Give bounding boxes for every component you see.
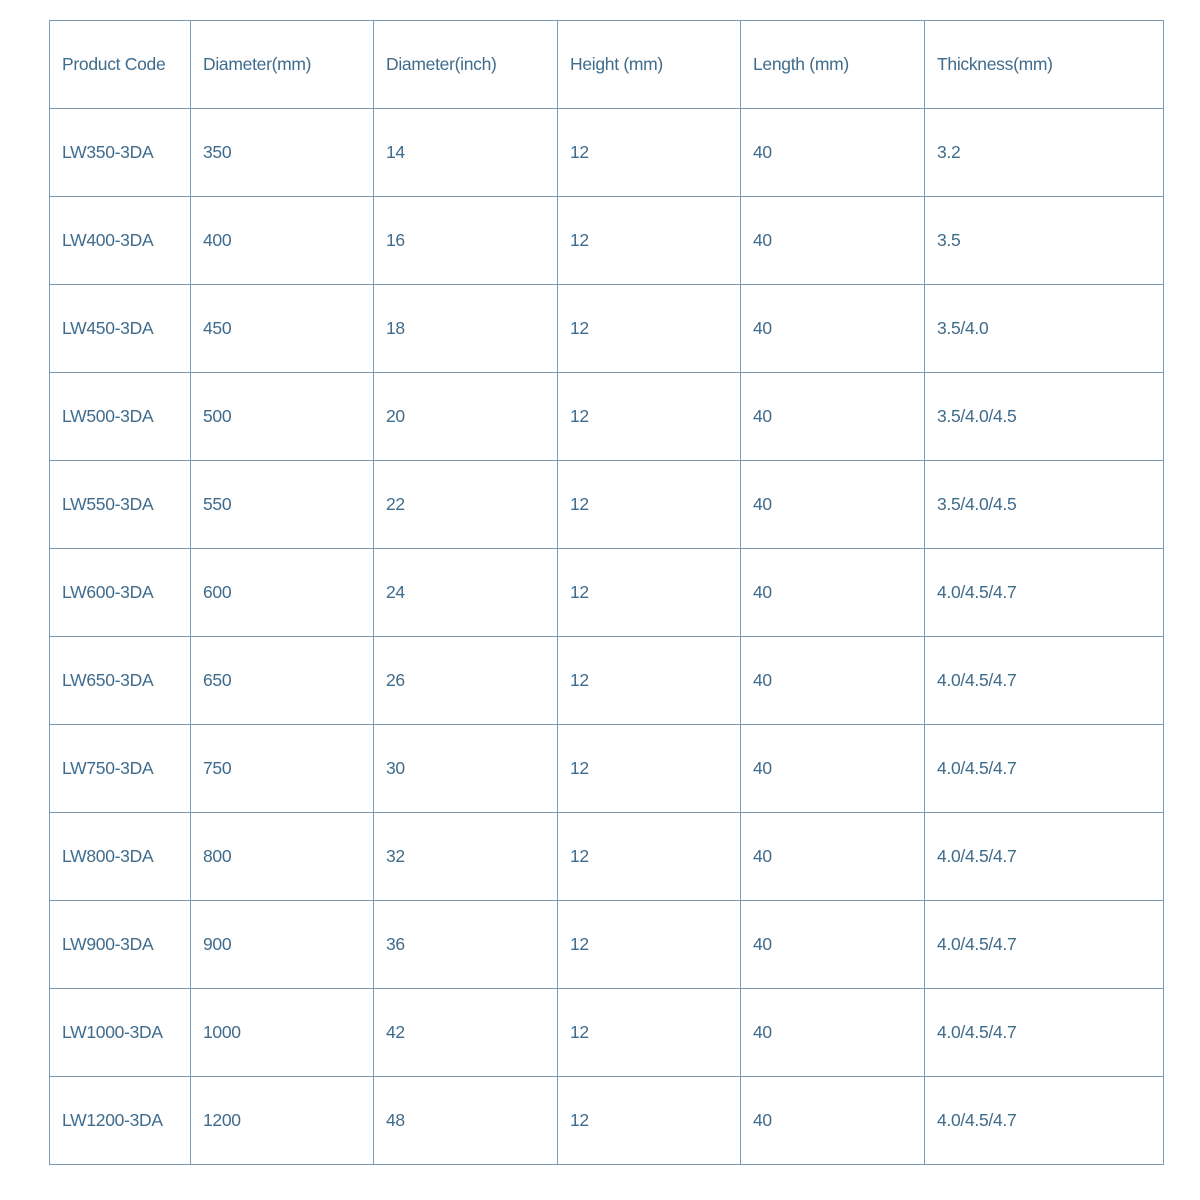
table-row (50, 989, 1164, 1077)
header-diameter-inch: Diameter(inch) (374, 21, 558, 109)
cell-length-mm: 40 (741, 813, 925, 901)
cell-length-mm: 40 (741, 901, 925, 989)
cell-diameter-inch: 36 (374, 901, 558, 989)
cell-diameter-inch: 24 (374, 549, 558, 637)
cell-thickness-mm: 4.0/4.5/4.7 (925, 813, 1164, 901)
cell-length-mm: 40 (741, 549, 925, 637)
cell-diameter-mm: 800 (191, 813, 374, 901)
cell-height-mm: 12 (558, 373, 741, 461)
cell-diameter-inch: 26 (374, 637, 558, 725)
cell-product-code: LW1000-3DA (50, 989, 191, 1077)
cell-diameter-mm: 550 (191, 461, 374, 549)
table-row (50, 109, 1164, 197)
header-diameter-mm: Diameter(mm) (191, 21, 374, 109)
cell-diameter-mm: 600 (191, 549, 374, 637)
cell-height-mm: 12 (558, 285, 741, 373)
cell-height-mm: 12 (558, 813, 741, 901)
table-row (50, 813, 1164, 901)
cell-thickness-mm: 4.0/4.5/4.7 (925, 901, 1164, 989)
cell-thickness-mm: 3.2 (925, 109, 1164, 197)
table-row (50, 1077, 1164, 1165)
cell-length-mm: 40 (741, 1077, 925, 1165)
cell-diameter-inch: 48 (374, 1077, 558, 1165)
table-row (50, 461, 1164, 549)
cell-length-mm: 40 (741, 461, 925, 549)
cell-height-mm: 12 (558, 461, 741, 549)
cell-height-mm: 12 (558, 1077, 741, 1165)
cell-length-mm: 40 (741, 109, 925, 197)
cell-height-mm: 12 (558, 109, 741, 197)
cell-height-mm: 12 (558, 989, 741, 1077)
cell-diameter-inch: 22 (374, 461, 558, 549)
cell-product-code: LW650-3DA (50, 637, 191, 725)
cell-diameter-mm: 650 (191, 637, 374, 725)
header-height-mm: Height (mm) (558, 21, 741, 109)
cell-length-mm: 40 (741, 373, 925, 461)
cell-product-code: LW550-3DA (50, 461, 191, 549)
table-row (50, 901, 1164, 989)
cell-height-mm: 12 (558, 549, 741, 637)
cell-product-code: LW750-3DA (50, 725, 191, 813)
cell-diameter-mm: 350 (191, 109, 374, 197)
cell-diameter-inch: 14 (374, 109, 558, 197)
cell-height-mm: 12 (558, 901, 741, 989)
table-row (50, 197, 1164, 285)
cell-diameter-mm: 450 (191, 285, 374, 373)
cell-thickness-mm: 4.0/4.5/4.7 (925, 989, 1164, 1077)
header-thickness-mm: Thickness(mm) (925, 21, 1164, 109)
cell-diameter-inch: 20 (374, 373, 558, 461)
cell-thickness-mm: 4.0/4.5/4.7 (925, 549, 1164, 637)
cell-diameter-mm: 1200 (191, 1077, 374, 1165)
cell-height-mm: 12 (558, 197, 741, 285)
header-length-mm: Length (mm) (741, 21, 925, 109)
table-row (50, 549, 1164, 637)
cell-height-mm: 12 (558, 637, 741, 725)
product-spec-table (49, 20, 1164, 1165)
cell-diameter-inch: 42 (374, 989, 558, 1077)
cell-diameter-mm: 500 (191, 373, 374, 461)
cell-product-code: LW350-3DA (50, 109, 191, 197)
cell-length-mm: 40 (741, 285, 925, 373)
cell-product-code: LW500-3DA (50, 373, 191, 461)
cell-diameter-mm: 900 (191, 901, 374, 989)
cell-thickness-mm: 3.5 (925, 197, 1164, 285)
cell-product-code: LW400-3DA (50, 197, 191, 285)
cell-thickness-mm: 4.0/4.5/4.7 (925, 637, 1164, 725)
cell-diameter-inch: 30 (374, 725, 558, 813)
cell-thickness-mm: 3.5/4.0 (925, 285, 1164, 373)
cell-length-mm: 40 (741, 725, 925, 813)
cell-length-mm: 40 (741, 989, 925, 1077)
cell-product-code: LW600-3DA (50, 549, 191, 637)
cell-diameter-inch: 16 (374, 197, 558, 285)
cell-product-code: LW800-3DA (50, 813, 191, 901)
cell-length-mm: 40 (741, 197, 925, 285)
cell-product-code: LW900-3DA (50, 901, 191, 989)
cell-thickness-mm: 3.5/4.0/4.5 (925, 373, 1164, 461)
cell-thickness-mm: 4.0/4.5/4.7 (925, 1077, 1164, 1165)
cell-diameter-mm: 400 (191, 197, 374, 285)
table-header-row (50, 21, 1164, 109)
table-row (50, 637, 1164, 725)
cell-thickness-mm: 3.5/4.0/4.5 (925, 461, 1164, 549)
cell-thickness-mm: 4.0/4.5/4.7 (925, 725, 1164, 813)
table-row (50, 373, 1164, 461)
header-product-code: Product Code (50, 21, 191, 109)
table-row (50, 725, 1164, 813)
cell-product-code: LW450-3DA (50, 285, 191, 373)
cell-diameter-inch: 32 (374, 813, 558, 901)
table-row (50, 285, 1164, 373)
cell-diameter-inch: 18 (374, 285, 558, 373)
cell-diameter-mm: 750 (191, 725, 374, 813)
cell-diameter-mm: 1000 (191, 989, 374, 1077)
cell-product-code: LW1200-3DA (50, 1077, 191, 1165)
cell-height-mm: 12 (558, 725, 741, 813)
cell-length-mm: 40 (741, 637, 925, 725)
